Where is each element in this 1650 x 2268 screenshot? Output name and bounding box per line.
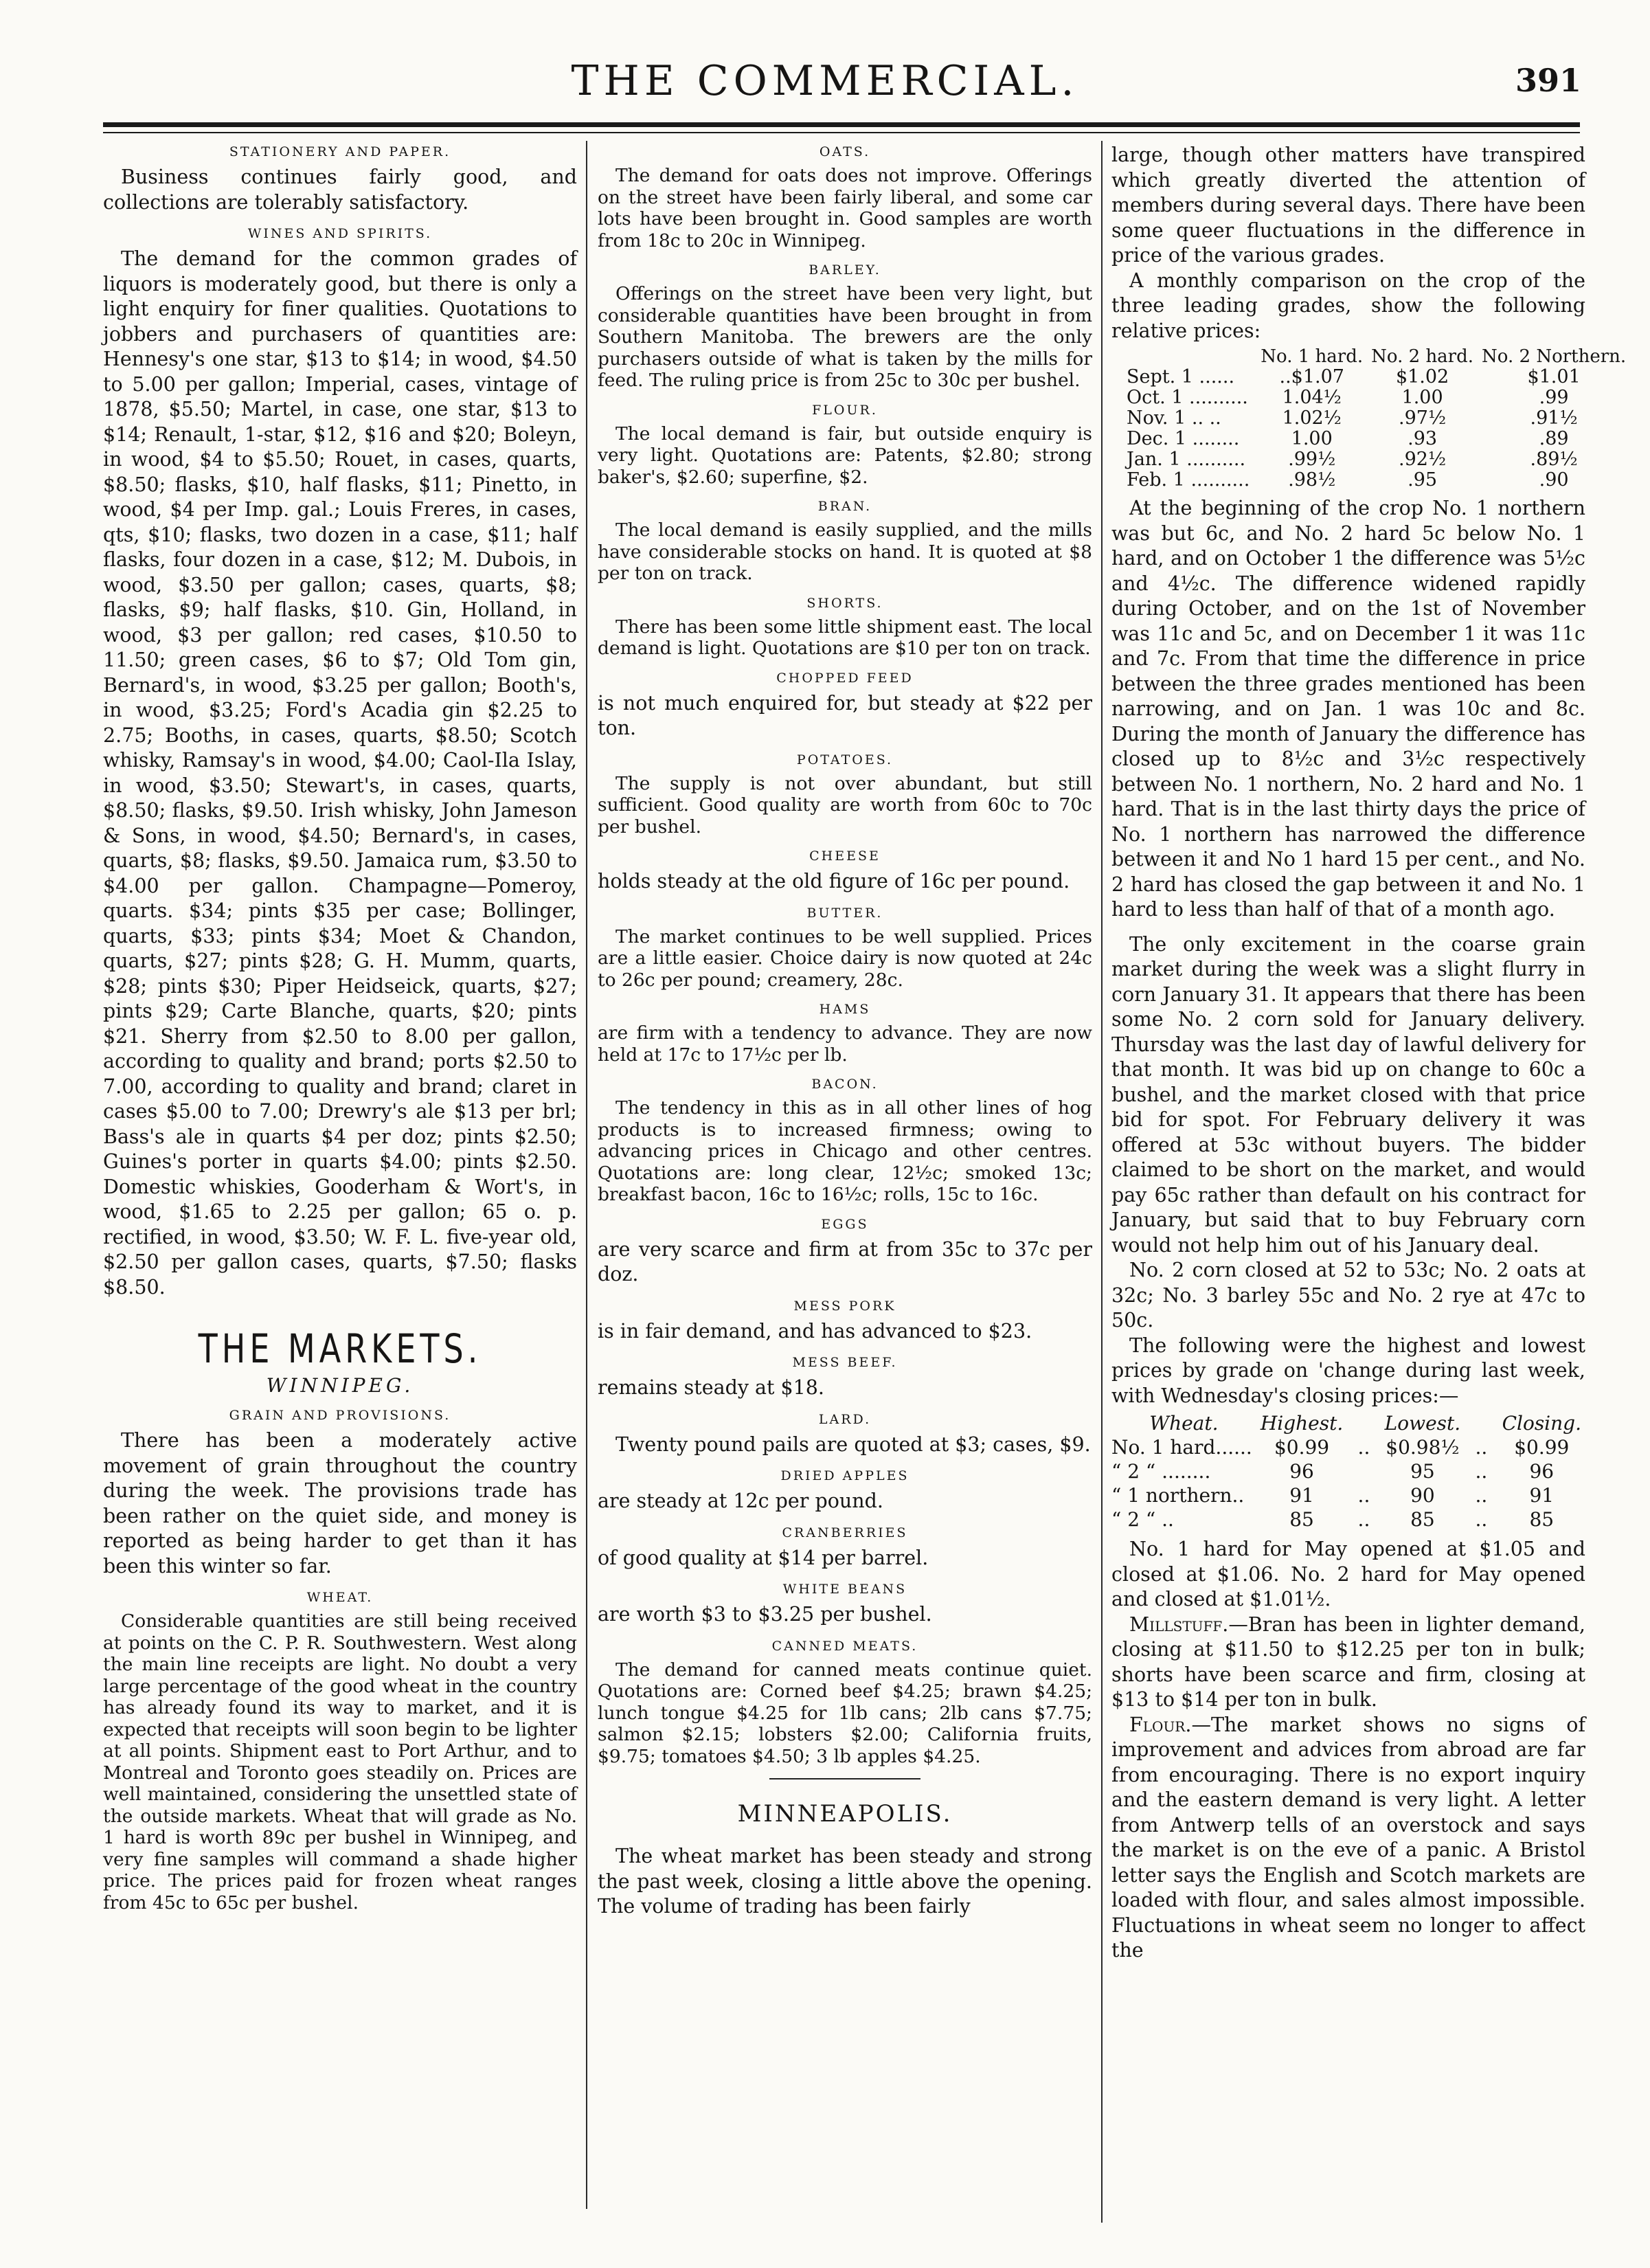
flour-label: Flour. bbox=[1129, 1713, 1192, 1736]
grain-paragraph: There has been a moderately active movement of grain throughout the country during the week. The provisions trade has been rather on the quiet side, and money is reported as being harder to get than it has been this winter so far. bbox=[103, 1429, 577, 1578]
stationery-paragraph: Business continues fairly good, and collections are tolerably satisfactory. bbox=[103, 166, 577, 214]
table-cell: 90 bbox=[1410, 1484, 1435, 1507]
table-row: “ 2 “ ........ 96 95 .. 96 bbox=[1111, 1459, 1585, 1483]
table-cell: $1.02 bbox=[1395, 366, 1449, 388]
section-heading-flour: FLOUR. bbox=[812, 402, 878, 418]
section-heading-eggs: EGGS bbox=[821, 1216, 869, 1232]
millstuff-paragraph bbox=[1111, 1613, 1585, 1713]
may-futures-paragraph: No. 1 hard for May opened at $1.05 and closed at $1.06. No. 2 hard for May opened and closed at $1.01½. bbox=[1111, 1538, 1585, 1610]
table-cell: Nov. 1 .. .. bbox=[1127, 407, 1221, 429]
column-header: Closing. bbox=[1502, 1412, 1581, 1435]
table-row bbox=[1122, 408, 1630, 429]
bran-paragraph: The local demand is easily supplied, and the mills have considerable stocks on hand. It is quoted at $8 per ton on track. bbox=[598, 519, 1092, 584]
butter-paragraph: The market continues to be well supplied. Prices are a little easier. Choice dairy is now quoted at 24c to 26c per pound; creamery, 28c. bbox=[598, 925, 1092, 991]
table-cell: .92½ bbox=[1399, 449, 1447, 470]
masthead bbox=[0, 0, 1650, 137]
table-cell: “ 2 “ .. bbox=[1111, 1508, 1174, 1531]
table-cell: $0.98½ bbox=[1386, 1436, 1460, 1459]
table-cell: Jan. 1 .......... bbox=[1127, 449, 1246, 470]
table-cell: “ 2 “ ........ bbox=[1111, 1460, 1211, 1483]
chopped-feed-paragraph: is not much enquired for, but steady at $22 per ton. bbox=[598, 691, 1092, 739]
column-3 bbox=[1111, 143, 1627, 1964]
table-cell: .99 bbox=[1539, 387, 1569, 408]
page-number: 391 bbox=[1515, 62, 1581, 99]
eggs-paragraph: are very scarce and firm at from 35c to 37c per doz. bbox=[598, 1237, 1092, 1285]
section-heading-mess-beef: MESS BEEF. bbox=[792, 1355, 898, 1370]
column-header: Wheat. bbox=[1149, 1412, 1219, 1435]
column-header: No. 1 hard. bbox=[1261, 346, 1364, 367]
high-low-intro-paragraph: The following were the highest and lowest prices by grade on 'change during last week, with Wednesday's closing prices:— bbox=[1111, 1334, 1585, 1407]
table-cell: Feb. 1 .......... bbox=[1127, 469, 1250, 491]
table-cell: 1.00 bbox=[1401, 387, 1443, 408]
header-rule-thick bbox=[103, 122, 1580, 127]
coarse-grain-paragraph: No. 2 corn closed at 52 to 53c; No. 2 oats at 32c; No. 3 barley 55c and No. 2 rye at 47c to 50c. bbox=[1111, 1259, 1585, 1332]
section-heading-bran: BRAN. bbox=[817, 499, 872, 514]
cranberries-paragraph: of good quality at $14 per barrel. bbox=[598, 1546, 929, 1569]
table-row bbox=[1122, 367, 1630, 388]
flour-market-paragraph bbox=[1111, 1713, 1585, 1964]
table-cell: $1.01 bbox=[1527, 366, 1581, 388]
table-row bbox=[1122, 449, 1630, 470]
section-heading-bacon: BACON. bbox=[811, 1077, 879, 1092]
potatoes-paragraph: The supply is not over abundant, but still sufficient. Good quality are worth from 60c to 70c per bushel. bbox=[598, 772, 1092, 838]
section-heading-butter: BUTTER. bbox=[806, 905, 883, 921]
column-divider-right bbox=[1101, 141, 1103, 2223]
section-heading-chopped-feed: CHOPPED FEED bbox=[776, 670, 914, 686]
cheese-paragraph: holds steady at the old figure of 16c per pound. bbox=[598, 870, 1070, 892]
section-heading-stationery: STATIONERY AND PAPER. bbox=[229, 144, 451, 159]
table-cell: 85 bbox=[1410, 1508, 1435, 1531]
table-cell: $0.99 bbox=[1514, 1436, 1570, 1459]
table-row: “ 2 “ .. 85 .. 85 .. 85 bbox=[1111, 1507, 1585, 1531]
table-cell: 91 bbox=[1529, 1484, 1555, 1507]
white-beans-paragraph: are worth $3 to $3.25 per bushel. bbox=[598, 1603, 932, 1626]
table-cell: 96 bbox=[1529, 1460, 1555, 1483]
table-cell: .95 bbox=[1408, 469, 1438, 491]
column-header: Highest. bbox=[1260, 1412, 1344, 1435]
section-heading-wines: WINES AND SPIRITS. bbox=[247, 226, 433, 241]
barley-paragraph: Offerings on the street have been very light, but considerable quantities have been brought in from Southern Manitoba. The brewers are the only purchasers outside of what is taken by the mills for feed. The ruling price is from 25c to 30c per bushel. bbox=[598, 283, 1092, 391]
section-heading-barley: BARLEY. bbox=[809, 262, 881, 278]
shorts-paragraph: There has been some little shipment east. The local demand is light. Quotations are $10 per ton on track. bbox=[598, 616, 1092, 659]
section-divider bbox=[769, 1778, 920, 1779]
wheat-prices-table bbox=[1111, 1411, 1585, 1531]
table-cell: 1.00 bbox=[1291, 428, 1333, 449]
table-cell: .89½ bbox=[1530, 449, 1578, 470]
section-heading-shorts: SHORTS. bbox=[806, 595, 883, 611]
wheat-paragraph: Considerable quantities are still being received at points on the C. P. R. Southwestern. West along the main line receipts are light. No doubt a very large percentage of the good wheat in the country has already found its way to market, and it is expected that receipts will soon begin to be lighter at all points. Shipment east to Port Arthur, and to Montreal and Toronto goes steadily on. Prices are well maintained, considering the unsettled state of the outside markets. Wheat that will grade as No. 1 hard is worth 89c per bushel in Winnipeg, and very fine samples will command a shade higher price. The prices paid for frozen wheat ranges from 45c to 65c per bushel. bbox=[103, 1610, 577, 1913]
table-row bbox=[1122, 470, 1630, 491]
section-heading-dried-apples: DRIED APPLES bbox=[780, 1468, 909, 1483]
table-cell: 1.02½ bbox=[1282, 407, 1342, 429]
table-cell: 1.04½ bbox=[1282, 387, 1342, 408]
oats-paragraph: The demand for oats does not improve. Offerings on the street have been fairly liberal, and some car lots have been brought in. Good samples are worth from 18c to 20c in Winnipeg. bbox=[598, 165, 1092, 251]
table-cell: .89 bbox=[1539, 428, 1569, 449]
continued-paragraph: large, though other matters have transpired which greatly diverted the attention of members during several days. There have been some queer fluctuations in the difference in price of the various grades. bbox=[1111, 144, 1585, 267]
wines-paragraph: The demand for the common grades of liquors is moderately good, but there is only a light enquiry for finer qualities. Quotations to jobbers and purchasers of quantities are: Hennesy's one star, $13 to $14; in wood, $4.50 to 5.00 per gallon; Imperial, cases, vintage of 1878, $5.50; Martel, in case, one star, $13 to $14; Renault, 1-star, $12, $16 and $20; Boleyn, in wood, $4 to $5.50; Rouet, in cases, quarts, $8.50; flasks, $10, half flasks, $11; Pinetto, in wood, $4 per Imp. gal.; Louis Freres, in cases, qts, $10; flasks, two dozen in a case, $11; half flasks, four dozen in a case, $12; M. Dubois, in wood, $3.50 per gallon; cases, quarts, $8; flasks, $9; half flasks, $10. Gin, Holland, in wood, $3 per gallon; red cases, $10.50 to 11.50; green cases, $6 to $7; Old Tom gin, Bernard's, in wood, $3.25 per gallon; Booth's, in wood, $3.25; Ford's Acadia gin $2.25 to 2.75; Booths, in cases, quarts, $8.50; Scotch whisky, Ramsay's in wood, $4.00; Caol-Ila Islay, in wood, $3.50; Stewart's, in cases, quarts, $8.50; flasks, $9.50. Irish whisky, John Jameson & Sons, in wood, $4.50; Bernard's, in cases, quarts, $8; flasks, $9.50. Jamaica rum, $3.50 to $4.00 per gallon. Champagne—Pomeroy, quarts. $34; pints $35 per case; Bollinger, quarts, $33; pints $34; Moet & Chandon, quarts, $27; pints $28; G. H. Mumm, quarts, $28; pints $30; Piper Heidseick, quarts, $27; pints $29; Carte Blanche, quarts, $20; pints $21. Sherry from $2.50 to 8.00 per gallon, according to quality and brand; ports $2.50 to 7.00, according to quality and brand; claret in cases $5.00 to 7.00; Drewry's ale $13 per brl; Bass's ale in quarts $4 per doz; pints $2.50; Guines's porter in quarts $4.00; pints $2.50. Domestic whiskies, Gooderham & Wort's, in wood, $1.65 to 2.25 per gallon; 65 o. p. rectified, in wood, $3.50; W. F. L. five-year old, $2.50 per gallon cases, quarts, $7.50; flasks $8.50. bbox=[103, 247, 577, 1299]
section-heading-lard: LARD. bbox=[818, 1411, 872, 1427]
table-cell: .97½ bbox=[1399, 407, 1447, 429]
section-heading-white-beans: WHITE BEANS bbox=[782, 1582, 907, 1597]
comparison-paragraph: At the beginning of the crop No. 1 northern was but 6c, and No. 2 hard 5c below No. 1 hard, and on October 1 the difference was 5½c and 4½c. The difference widened rapidly during October, and on the 1st of November was 11c and 5c, and on December 1 it was 11c and 7c. From that time the difference in price between the three grades mentioned has been narrowing, and on Jan. 1 was 10c and 8c. During the month of January the difference has closed up to 8½c and 3½c respectively between No. 1 northern, No. 2 hard and No. 1 hard. That is in the last thirty days the price of No. 1 northern has narrowed the difference between it and No 1 hard 15 per cent., and No. 2 hard has closed the gap between it and No. 1 hard to less than half of that of a month ago. bbox=[1111, 497, 1585, 921]
table-cell: .90 bbox=[1539, 469, 1569, 491]
millstuff-label: Millstuff. bbox=[1129, 1613, 1229, 1636]
table-cell: .93 bbox=[1408, 428, 1438, 449]
table-cell: 85 bbox=[1289, 1508, 1314, 1531]
comparison-intro-paragraph: A monthly comparison on the crop of the three leading grades, show the following relative prices: bbox=[1111, 269, 1585, 342]
table-header-row bbox=[1111, 1411, 1585, 1435]
table-cell: Oct. 1 .......... bbox=[1127, 387, 1248, 408]
table-row bbox=[1122, 388, 1630, 408]
table-row: “ 1 northern.. 91 .. 90 .. 91 bbox=[1111, 1483, 1585, 1507]
lard-paragraph: Twenty pound pails are quoted at $3; cases, $9. bbox=[615, 1433, 1091, 1456]
flour-text: —The market shows no signs of improvement and advices from abroad are far from encouraging. There is no export inquiry and the eastern demand is very light. A letter from Antwerp tells of an overstock and says the market is on the eve of a panic. A Bristol letter says the English and Scotch markets are loaded with flour, and sales almost impossible. Fluctuations in wheat seem no longer to affect the bbox=[1111, 1713, 1585, 1962]
monthly-price-table bbox=[1122, 346, 1630, 491]
table-cell: .98½ bbox=[1288, 469, 1336, 491]
hams-paragraph: are firm with a tendency to advance. They are now held at 17c to 17½c per lb. bbox=[598, 1022, 1092, 1066]
table-cell: “ 1 northern.. bbox=[1111, 1484, 1245, 1507]
section-heading-cranberries: CRANBERRIES bbox=[782, 1525, 908, 1540]
table-cell: .99½ bbox=[1288, 449, 1336, 470]
column-header: Lowest. bbox=[1384, 1412, 1461, 1435]
column-header: No. 2 Northern. bbox=[1482, 346, 1627, 367]
table-header-row bbox=[1122, 346, 1630, 367]
markets-heading: THE MARKETS. bbox=[198, 1325, 482, 1372]
section-heading-hams: HAMS bbox=[819, 1002, 871, 1017]
table-cell: 85 bbox=[1529, 1508, 1555, 1531]
column-1 bbox=[103, 143, 577, 1913]
minneapolis-paragraph: The wheat market has been steady and strong the past week, closing a little above the opening. The volume of trading has been fairly bbox=[598, 1845, 1092, 1918]
table-cell: 91 bbox=[1289, 1484, 1314, 1507]
header-rule-thin bbox=[103, 132, 1580, 133]
table-cell: 95 bbox=[1410, 1460, 1435, 1483]
newspaper-title: THE COMMERCIAL. bbox=[571, 57, 1079, 105]
flour-paragraph: The local demand is fair, but outside enquiry is very light. Quotations are: Patents, $2.80; strong baker's, $2.60; superfine, $2. bbox=[598, 423, 1092, 488]
mess-beef-paragraph: remains steady at $18. bbox=[598, 1376, 824, 1399]
corn-paragraph: The only excitement in the coarse grain market during the week was a slight flurry in corn January 31. It appears that there has been some No. 2 corn sold for January delivery. Thursday was the last day of lawful delivery for that month. It was bid up on change to 60c a bushel, and the market closed with that price bid for spot. For February delivery it was offered at 53c without buyers. The bidder claimed to be short on the market, and would pay 65c rather than default on his contract for January, but said that to buy February corn would not help him out of his January deal. bbox=[1111, 932, 1585, 1257]
table-cell: $0.99 bbox=[1274, 1436, 1330, 1459]
column-header: No. 2 hard. bbox=[1371, 346, 1474, 367]
dried-apples-paragraph: are steady at 12c per pound. bbox=[598, 1490, 883, 1512]
table-row: No. 1 hard...... $0.99 .. $0.98½ .. $0.99 bbox=[1111, 1435, 1585, 1459]
section-heading-mess-pork: MESS PORK bbox=[793, 1298, 896, 1314]
section-heading-cheese: CHEESE bbox=[809, 849, 881, 864]
table-cell: .91½ bbox=[1530, 407, 1578, 429]
winnipeg-heading: WINNIPEG. bbox=[266, 1374, 414, 1397]
section-heading-potatoes: POTATOES. bbox=[796, 752, 894, 767]
section-heading-canned-meats: CANNED MEATS. bbox=[771, 1638, 918, 1654]
canned-meats-paragraph: The demand for canned meats continue quiet. Quotations are: Corned beef $4.25; brawn $4.25; lunch tongue $4.25 for 1lb cans; 2lb cans $7.75; salmon $2.15; lobsters $2.00; California fruits, $9.75; tomatoes $4.50; 3 lb apples $4.25. bbox=[598, 1659, 1092, 1767]
mess-pork-paragraph: is in fair demand, and has advanced to $23. bbox=[598, 1319, 1032, 1343]
minneapolis-heading: MINNEAPOLIS. bbox=[737, 1800, 953, 1828]
table-cell: 96 bbox=[1289, 1460, 1314, 1483]
column-2 bbox=[598, 143, 1092, 1920]
table-cell: Dec. 1 ........ bbox=[1127, 428, 1240, 449]
table-cell: No. 1 hard...... bbox=[1111, 1436, 1252, 1459]
section-heading-grain: GRAIN AND PROVISIONS. bbox=[229, 1408, 451, 1423]
millstuff-text: —Bran has been in lighter demand, closing at $11.50 to $12.25 per ton in bulk; shorts have been scarce and firm, closing at $13 to $14 per ton in bulk. bbox=[1111, 1613, 1585, 1711]
table-cell: Sept. 1 ...... bbox=[1127, 366, 1235, 388]
section-heading-oats: OATS. bbox=[819, 144, 871, 159]
bacon-paragraph: The tendency in this as in all other lines of hog products is to increased firmness; owing to advancing prices in Chicago and other centres. Quotations are: long clear, 12½c; smoked 13c; breakfast bacon, 16c to 16½c; rolls, 15c to 16c. bbox=[598, 1097, 1092, 1205]
table-row bbox=[1122, 429, 1630, 449]
column-divider-left bbox=[586, 141, 587, 2209]
table-cell: ..$1.07 bbox=[1279, 366, 1344, 388]
section-heading-wheat: WHEAT. bbox=[306, 1590, 374, 1605]
